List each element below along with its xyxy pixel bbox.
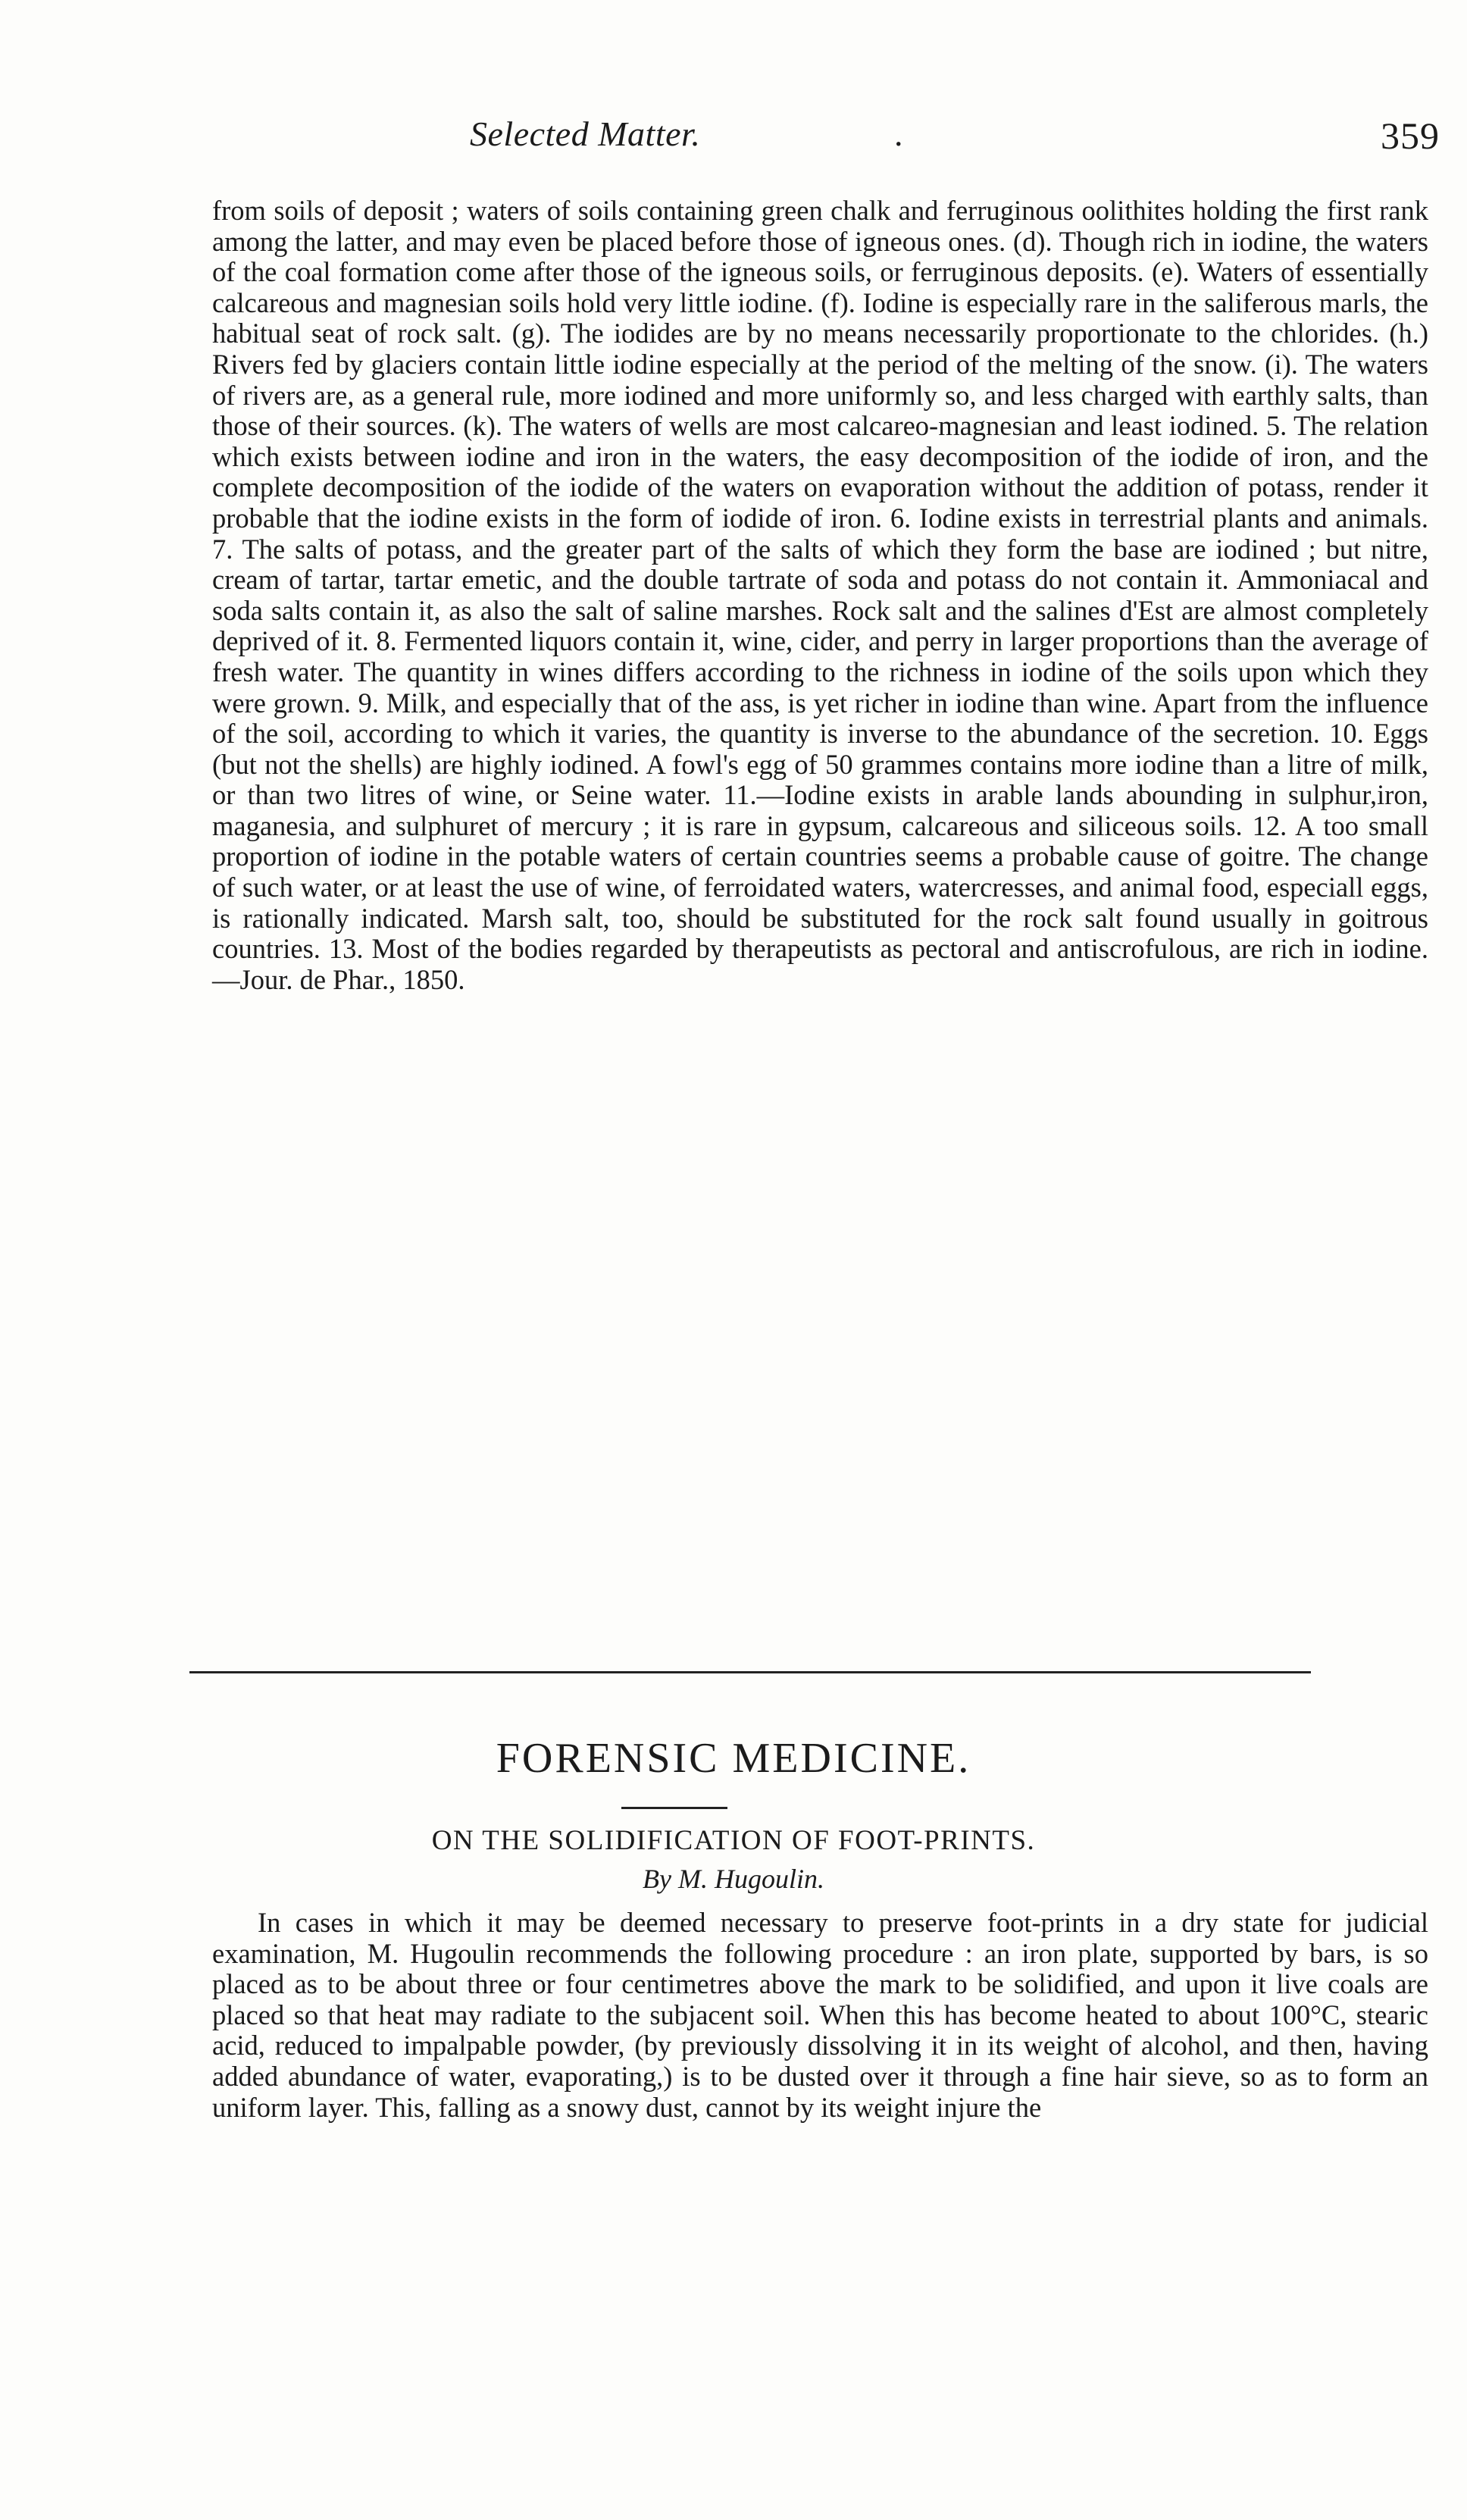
- running-title: Selected Matter.: [470, 114, 701, 153]
- section-separator-rule: [189, 1671, 1311, 1673]
- page-number: 359: [1381, 114, 1440, 157]
- article-title: ON THE SOLIDIFICATION OF FOOT-PRINTS.: [431, 1825, 1036, 1856]
- article-byline: By M. Hugoulin.: [643, 1864, 824, 1894]
- running-head: [212, 114, 1440, 167]
- continued-paragraph: from soils of deposit ; waters of soils containing green chalk and ferruginous oolithites holding the first rank among the latter, and may even be placed before those of igneous ones. (d). Though rich in iodine, the waters of the coal formation come after those of the igneous soils, or ferruginous deposits. (e). Waters of essentially calcareous and magnesian soils hold very little iodine. (f). Iodine is especially rare in the saliferous marls, the habitual seat of rock salt. (g). The iodides are by no means necessarily proportionate to the chlorides. (h.) Rivers fed by glaciers contain little iodine especially at the period of the melting of the snow. (i). The waters of rivers are, as a general rule, more iodined and more uniformly so, and less charged with earthly salts, than those of their sources. (k). The waters of wells are most calcareo-magnesian and least iodined. 5. The relation which exists between iodine and iron in the waters, the easy decomposition of the iodide of iron, and the complete decomposition of the iodide of the waters on evaporation without the addition of potass, render it probable that the iodine exists in the form of iodide of iron. 6. Iodine exists in terrestrial plants and animals. 7. The salts of potass, and the greater part of the salts of which they form the base are iodined ; but nitre, cream of tartar, tartar emetic, and the double tartrate of soda and potass do not contain it. Ammoniacal and soda salts contain it, as also the salt of saline marshes. Rock salt and the salines d'Est are almost completely deprived of it. 8. Fermented liquors contain it, wine, cider, and perry in larger proportions than the average of fresh water. The quantity in wines differs according to the richness in iodine of the soils upon which they were grown. 9. Milk, and especially that of the ass, is yet richer in iodine than wine. Apart from the influence of the soil, according to which it varies, the quantity is inverse to the abundance of the secretion. 10. Eggs (but not the shells) are highly iodined. A fowl's egg of 50 grammes contains more iodine than a litre of milk, or than two litres of wine, or Seine water. 11.—Iodine exists in arable lands abounding in sulphur,iron, maganesia, and sulphuret of mercury ; it is rare in gypsum, calcareous and siliceous soils. 12. A too small proportion of iodine in the potable waters of certain countries seems a probable cause of goitre. The change of such water, or at least the use of wine, of ferroidated waters, watercresses, and animal food, especiall eggs, is rationally indicated. Marsh salt, too, should be substituted for the rock salt found usually in goitrous countries. 13. Most of the bodies regarded by therapeutists as pectoral and antiscrofulous, are rich in iodine.—Jour. de Phar., 1850.: [212, 195, 1428, 995]
- title-divider-rule: [621, 1807, 727, 1809]
- article-paragraph: In cases in which it may be deemed necessary to preserve foot-prints in a dry state for judicial examination, M. Hugoulin recommends the following procedure : an iron plate, supported by bars, is so placed as to be about three or four centimetres above the mark to be solidified, and upon it live coals are placed so that heat may radiate to the subjacent soil. When this has become heated to about 100°C, stearic acid, reduced to impalpable powder, (by previously dissolving it in its weight of alcohol, and then, having added abundance of water, evaporating,) is to be dusted over it through a fine hair sieve, so as to form an uniform layer. This, falling as a snowy dust, cannot by its weight injure the: [212, 1907, 1428, 2123]
- section-title: FORENSIC MEDICINE.: [496, 1735, 971, 1782]
- running-head-dot: .: [894, 114, 903, 153]
